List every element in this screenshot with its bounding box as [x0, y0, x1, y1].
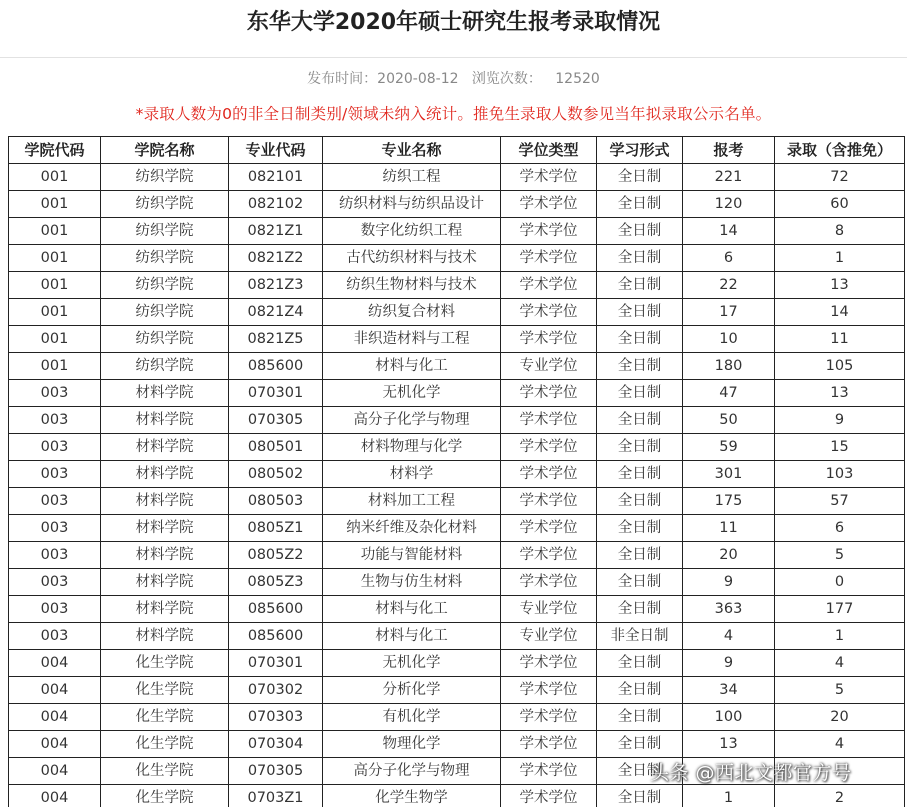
major-name-cell: 材料与化工: [323, 623, 501, 650]
table-row: [9, 677, 905, 704]
major-code-cell: 082101: [229, 164, 323, 191]
degree-type-cell: 学术学位: [501, 407, 597, 434]
college-code-cell: 004: [9, 758, 101, 785]
major-name-cell: 纺织复合材料: [323, 299, 501, 326]
major-code-cell: 080501: [229, 434, 323, 461]
admitted-cell: 13: [775, 380, 905, 407]
major-name-cell: 材料与化工: [323, 596, 501, 623]
admitted-cell: 5: [775, 542, 905, 569]
college-code-cell: 003: [9, 596, 101, 623]
major-name-cell: 古代纺织材料与技术: [323, 245, 501, 272]
applicants-cell: 11: [683, 515, 775, 542]
study-mode-cell: 全日制: [597, 650, 683, 677]
table-row: [9, 542, 905, 569]
admitted-cell: 6: [775, 515, 905, 542]
applicants-cell: 17: [683, 299, 775, 326]
major-name-cell: 纳米纤维及杂化材料: [323, 515, 501, 542]
admitted-cell: 1: [775, 623, 905, 650]
admitted-cell: 5: [775, 677, 905, 704]
college-code-cell: 004: [9, 731, 101, 758]
major-code-cell: 070305: [229, 407, 323, 434]
college-code-cell: 001: [9, 299, 101, 326]
college-code-cell: 001: [9, 191, 101, 218]
major-name-cell: 物理化学: [323, 731, 501, 758]
degree-type-cell: 学术学位: [501, 272, 597, 299]
major-name-cell: 有机化学: [323, 704, 501, 731]
degree-type-cell: 学术学位: [501, 758, 597, 785]
table-row: [9, 515, 905, 542]
degree-type-cell: 学术学位: [501, 542, 597, 569]
major-name-cell: 分析化学: [323, 677, 501, 704]
applicants-cell: 100: [683, 704, 775, 731]
admitted-cell: 4: [775, 731, 905, 758]
admitted-cell: 9: [775, 407, 905, 434]
degree-type-cell: 学术学位: [501, 461, 597, 488]
college-name-cell: 材料学院: [101, 488, 229, 515]
college-code-cell: 003: [9, 461, 101, 488]
college-code-cell: 003: [9, 569, 101, 596]
admitted-cell: 0: [775, 569, 905, 596]
notice-text: *录取人数为0的非全日制类别/领域未纳入统计。推免生录取人数参见当年拟录取公示名单。: [135, 105, 772, 123]
table-row: [9, 569, 905, 596]
major-code-cell: 070305: [229, 758, 323, 785]
header-study-mode: 学习形式: [597, 137, 683, 164]
college-name-cell: 化生学院: [101, 731, 229, 758]
major-code-cell: 070301: [229, 650, 323, 677]
major-name-cell: 高分子化学与物理: [323, 407, 501, 434]
admitted-cell: 60: [775, 191, 905, 218]
table-row: [9, 434, 905, 461]
admitted-cell: 20: [775, 704, 905, 731]
major-name-cell: 纺织生物材料与技术: [323, 272, 501, 299]
admission-table: [8, 136, 905, 807]
applicants-cell: 20: [683, 542, 775, 569]
degree-type-cell: 学术学位: [501, 434, 597, 461]
study-mode-cell: 全日制: [597, 245, 683, 272]
major-code-cell: 0821Z5: [229, 326, 323, 353]
major-name-cell: 无机化学: [323, 380, 501, 407]
major-name-cell: 功能与智能材料: [323, 542, 501, 569]
major-code-cell: 0821Z4: [229, 299, 323, 326]
table-row: [9, 785, 905, 807]
college-name-cell: 纺织学院: [101, 191, 229, 218]
major-code-cell: 070303: [229, 704, 323, 731]
applicants-cell: 175: [683, 488, 775, 515]
degree-type-cell: 学术学位: [501, 218, 597, 245]
degree-type-cell: 学术学位: [501, 245, 597, 272]
major-code-cell: 080502: [229, 461, 323, 488]
major-name-cell: 化学生物学: [323, 785, 501, 807]
college-name-cell: 纺织学院: [101, 299, 229, 326]
degree-type-cell: 学术学位: [501, 164, 597, 191]
applicants-cell: 50: [683, 407, 775, 434]
college-code-cell: 001: [9, 272, 101, 299]
college-name-cell: 材料学院: [101, 515, 229, 542]
college-name-cell: 材料学院: [101, 461, 229, 488]
major-code-cell: 085600: [229, 353, 323, 380]
major-code-cell: 0703Z1: [229, 785, 323, 807]
admitted-cell: 14: [775, 299, 905, 326]
table-header-row: [9, 137, 905, 164]
article-meta: [0, 69, 907, 89]
major-name-cell: 纺织工程: [323, 164, 501, 191]
major-code-cell: 070302: [229, 677, 323, 704]
table-row: [9, 407, 905, 434]
table-row: [9, 596, 905, 623]
study-mode-cell: 全日制: [597, 515, 683, 542]
applicants-cell: 301: [683, 461, 775, 488]
college-name-cell: 材料学院: [101, 434, 229, 461]
college-name-cell: 材料学院: [101, 380, 229, 407]
applicants-cell: 180: [683, 353, 775, 380]
college-name-cell: 纺织学院: [101, 272, 229, 299]
college-code-cell: 003: [9, 380, 101, 407]
publish-date: 2020-08-12: [377, 71, 459, 87]
applicants-cell: 22: [683, 272, 775, 299]
admitted-cell: 15: [775, 434, 905, 461]
college-name-cell: 化生学院: [101, 704, 229, 731]
degree-type-cell: 学术学位: [501, 677, 597, 704]
major-name-cell: 材料物理与化学: [323, 434, 501, 461]
study-mode-cell: 全日制: [597, 353, 683, 380]
college-name-cell: 纺织学院: [101, 326, 229, 353]
major-code-cell: 0821Z1: [229, 218, 323, 245]
college-name-cell: 材料学院: [101, 542, 229, 569]
admitted-cell: 13: [775, 272, 905, 299]
study-mode-cell: 全日制: [597, 434, 683, 461]
degree-type-cell: 专业学位: [501, 596, 597, 623]
applicants-cell: 120: [683, 191, 775, 218]
college-code-cell: 004: [9, 704, 101, 731]
major-code-cell: 0821Z2: [229, 245, 323, 272]
views-count: 12520: [555, 71, 600, 87]
applicants-cell: 59: [683, 434, 775, 461]
college-name-cell: 化生学院: [101, 758, 229, 785]
college-code-cell: 004: [9, 785, 101, 807]
major-code-cell: 082102: [229, 191, 323, 218]
college-name-cell: 纺织学院: [101, 218, 229, 245]
study-mode-cell: 全日制: [597, 677, 683, 704]
table-row: [9, 623, 905, 650]
college-name-cell: 纺织学院: [101, 353, 229, 380]
study-mode-cell: 全日制: [597, 488, 683, 515]
header-degree-type: 学位类型: [501, 137, 597, 164]
applicants-cell: 4: [683, 623, 775, 650]
table-row: [9, 299, 905, 326]
table-row: [9, 650, 905, 677]
applicants-cell: 34: [683, 677, 775, 704]
table-body: [9, 164, 905, 807]
study-mode-cell: 全日制: [597, 704, 683, 731]
study-mode-cell: 全日制: [597, 461, 683, 488]
degree-type-cell: 学术学位: [501, 785, 597, 807]
applicants-cell: 9: [683, 650, 775, 677]
study-mode-cell: 全日制: [597, 731, 683, 758]
college-code-cell: 003: [9, 515, 101, 542]
major-name-cell: 高分子化学与物理: [323, 758, 501, 785]
study-mode-cell: 全日制: [597, 164, 683, 191]
college-code-cell: 004: [9, 650, 101, 677]
study-mode-cell: 全日制: [597, 299, 683, 326]
admitted-cell: 4: [775, 650, 905, 677]
study-mode-cell: 全日制: [597, 407, 683, 434]
college-name-cell: 纺织学院: [101, 245, 229, 272]
college-code-cell: 003: [9, 488, 101, 515]
major-name-cell: 材料学: [323, 461, 501, 488]
admitted-cell: 57: [775, 488, 905, 515]
college-code-cell: 001: [9, 164, 101, 191]
college-code-cell: 001: [9, 218, 101, 245]
study-mode-cell: 全日制: [597, 542, 683, 569]
college-code-cell: 001: [9, 245, 101, 272]
degree-type-cell: 学术学位: [501, 650, 597, 677]
table-row: [9, 488, 905, 515]
college-name-cell: 材料学院: [101, 569, 229, 596]
major-code-cell: 070301: [229, 380, 323, 407]
table-row: [9, 461, 905, 488]
study-mode-cell: 全日制: [597, 272, 683, 299]
table-row: [9, 245, 905, 272]
table-row: [9, 380, 905, 407]
applicants-cell: 14: [683, 218, 775, 245]
study-mode-cell: 全日制: [597, 218, 683, 245]
major-code-cell: 0805Z2: [229, 542, 323, 569]
degree-type-cell: 学术学位: [501, 569, 597, 596]
major-name-cell: 无机化学: [323, 650, 501, 677]
college-name-cell: 化生学院: [101, 650, 229, 677]
college-name-cell: 化生学院: [101, 677, 229, 704]
degree-type-cell: 学术学位: [501, 380, 597, 407]
admitted-cell: 103: [775, 461, 905, 488]
header-college-name: 学院名称: [101, 137, 229, 164]
applicants-cell: 9: [683, 569, 775, 596]
admitted-cell: 8: [775, 218, 905, 245]
major-name-cell: 纺织材料与纺织品设计: [323, 191, 501, 218]
college-name-cell: 材料学院: [101, 596, 229, 623]
major-name-cell: 生物与仿生材料: [323, 569, 501, 596]
degree-type-cell: 学术学位: [501, 731, 597, 758]
study-mode-cell: 全日制: [597, 569, 683, 596]
study-mode-cell: 全日制: [597, 785, 683, 807]
applicants-cell: 13: [683, 731, 775, 758]
header-admitted: 录取（含推免）: [775, 137, 905, 164]
major-code-cell: 085600: [229, 596, 323, 623]
college-code-cell: 003: [9, 434, 101, 461]
college-name-cell: 纺织学院: [101, 164, 229, 191]
header-major-name: 专业名称: [323, 137, 501, 164]
table-row: [9, 191, 905, 218]
degree-type-cell: 学术学位: [501, 488, 597, 515]
study-mode-cell: 全日制: [597, 758, 683, 785]
applicants-cell: 1: [683, 785, 775, 807]
study-mode-cell: 全日制: [597, 596, 683, 623]
study-mode-cell: 全日制: [597, 380, 683, 407]
admitted-cell: 11: [775, 326, 905, 353]
degree-type-cell: 专业学位: [501, 623, 597, 650]
table-row: [9, 353, 905, 380]
admitted-cell: 2: [775, 785, 905, 807]
college-name-cell: 材料学院: [101, 407, 229, 434]
applicants-cell: 10: [683, 326, 775, 353]
degree-type-cell: 学术学位: [501, 191, 597, 218]
watermark-text: 头条 @西北文都官方号: [650, 762, 852, 784]
table-row: [9, 731, 905, 758]
major-code-cell: 085600: [229, 623, 323, 650]
page-title: 东华大学2020年硕士研究生报考录取情况: [246, 10, 661, 35]
degree-type-cell: 学术学位: [501, 515, 597, 542]
applicants-cell: 363: [683, 596, 775, 623]
degree-type-cell: 专业学位: [501, 353, 597, 380]
study-mode-cell: 非全日制: [597, 623, 683, 650]
degree-type-cell: 学术学位: [501, 326, 597, 353]
table-row: [9, 704, 905, 731]
degree-type-cell: 学术学位: [501, 704, 597, 731]
applicants-cell: 6: [683, 245, 775, 272]
header-applicants: 报考: [683, 137, 775, 164]
admitted-cell: 72: [775, 164, 905, 191]
major-code-cell: 0821Z3: [229, 272, 323, 299]
major-code-cell: 070304: [229, 731, 323, 758]
header-college-code: 学院代码: [9, 137, 101, 164]
header-major-code: 专业代码: [229, 137, 323, 164]
college-code-cell: 003: [9, 407, 101, 434]
study-mode-cell: 全日制: [597, 191, 683, 218]
applicants-cell: 221: [683, 164, 775, 191]
college-code-cell: 001: [9, 326, 101, 353]
major-name-cell: 非织造材料与工程: [323, 326, 501, 353]
table-row: [9, 272, 905, 299]
views-label: 浏览次数：: [471, 71, 542, 87]
publish-label: 发布时间：: [307, 71, 378, 87]
college-code-cell: 003: [9, 542, 101, 569]
college-code-cell: 003: [9, 623, 101, 650]
major-code-cell: 080503: [229, 488, 323, 515]
admitted-cell: 1: [775, 245, 905, 272]
major-code-cell: 0805Z3: [229, 569, 323, 596]
college-name-cell: 化生学院: [101, 785, 229, 807]
admitted-cell: 105: [775, 353, 905, 380]
college-name-cell: 材料学院: [101, 623, 229, 650]
college-code-cell: 004: [9, 677, 101, 704]
major-code-cell: 0805Z1: [229, 515, 323, 542]
study-mode-cell: 全日制: [597, 326, 683, 353]
major-name-cell: 材料与化工: [323, 353, 501, 380]
table-row: [9, 218, 905, 245]
degree-type-cell: 学术学位: [501, 299, 597, 326]
admitted-cell: 177: [775, 596, 905, 623]
title-divider: [0, 57, 907, 58]
table-row: [9, 164, 905, 191]
major-name-cell: 材料加工工程: [323, 488, 501, 515]
major-name-cell: 数字化纺织工程: [323, 218, 501, 245]
college-code-cell: 001: [9, 353, 101, 380]
table-row: [9, 326, 905, 353]
applicants-cell: 47: [683, 380, 775, 407]
